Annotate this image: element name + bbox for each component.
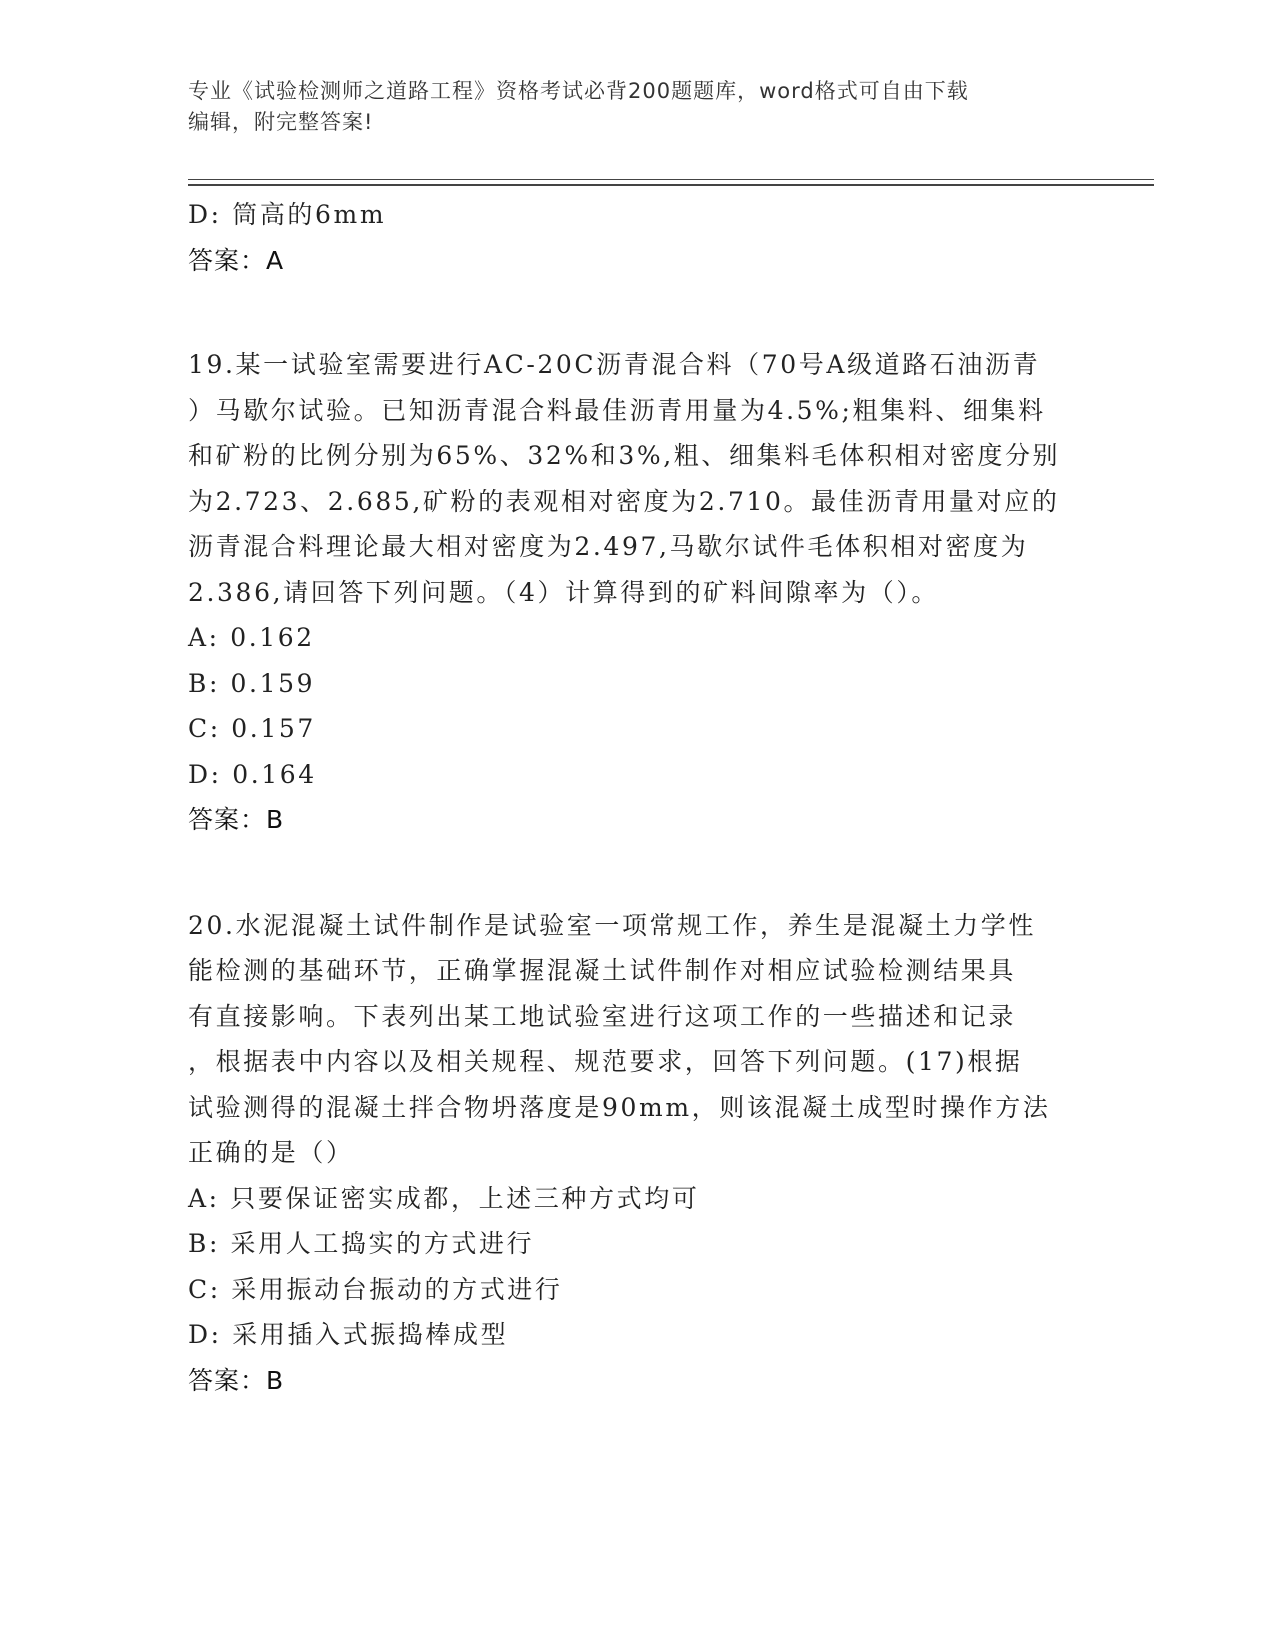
option-c: C: 采用振动台振动的方式进行 xyxy=(188,1274,563,1304)
spacer xyxy=(188,283,1088,342)
header-divider-thick xyxy=(188,184,1154,186)
question-text-line: 正确的是（） xyxy=(188,1138,354,1167)
option-d: D: 0.164 xyxy=(188,759,317,789)
question-text-line: 为2.723、2.685,矿粉的表观相对密度为2.710。最佳沥青用量对应的 xyxy=(188,486,1060,516)
question-text-line: 能检测的基础环节，正确掌握混凝土试件制作对相应试验检测结果具 xyxy=(188,956,1017,985)
question-text-line: 沥青混合料理论最大相对密度为2.497,马歇尔试件毛体积相对密度为 xyxy=(188,532,1029,561)
question-20 xyxy=(188,903,1088,1404)
question-text-line: ，根据表中内容以及相关规程、规范要求，回答下列问题。(17)根据 xyxy=(188,1047,1023,1076)
option-d: D: 筒高的6mm xyxy=(188,200,387,229)
question-text-line: 2.386,请回答下列问题。（4）计算得到的矿料间隙率为（）。 xyxy=(188,577,940,607)
header-line-1: 专业《试验检测师之道路工程》资格考试必背200题题库，word格式可自由下载 xyxy=(188,79,969,103)
prev-question-tail xyxy=(188,192,1088,283)
question-text-line: 和矿粉的比例分别为65%、32%和3%,粗、细集料毛体积相对密度分别 xyxy=(188,441,1061,470)
question-text-line: 试验测得的混凝土拌合物坍落度是90mm，则该混凝土成型时操作方法 xyxy=(188,1092,1051,1122)
question-text-line: ）马歇尔试验。已知沥青混合料最佳沥青用量为4.5%;粗集料、细集料 xyxy=(188,395,1046,425)
option-c: C: 0.157 xyxy=(188,714,316,743)
option-a: A: 0.162 xyxy=(188,623,315,652)
question-text-line: 19.某一试验室需要进行AC-20C沥青混合料（70号A级道路石油沥青 xyxy=(188,350,1041,379)
page-header xyxy=(188,76,1068,138)
header-divider-thin xyxy=(188,179,1154,180)
question-text-line: 20.水泥混凝土试件制作是试验室一项常规工作，养生是混凝土力学性 xyxy=(188,910,1036,940)
option-b: B: 0.159 xyxy=(188,668,316,698)
option-b: B: 采用人工捣实的方式进行 xyxy=(188,1229,535,1258)
question-text-line: 有直接影响。下表列出某工地试验室进行这项工作的一些描述和记录 xyxy=(188,1001,1017,1031)
answer-line: 答案：A xyxy=(188,245,285,275)
header-line-2: 编辑，附完整答案! xyxy=(188,110,374,134)
answer-line: 答案：B xyxy=(188,1365,285,1395)
option-a: A: 只要保证密实成都，上述三种方式均可 xyxy=(188,1183,700,1213)
spacer xyxy=(188,843,1088,903)
question-19 xyxy=(188,342,1088,843)
question-content xyxy=(188,192,1088,1403)
answer-line: 答案：B xyxy=(188,805,285,834)
option-d: D: 采用插入式振捣棒成型 xyxy=(188,1320,509,1349)
